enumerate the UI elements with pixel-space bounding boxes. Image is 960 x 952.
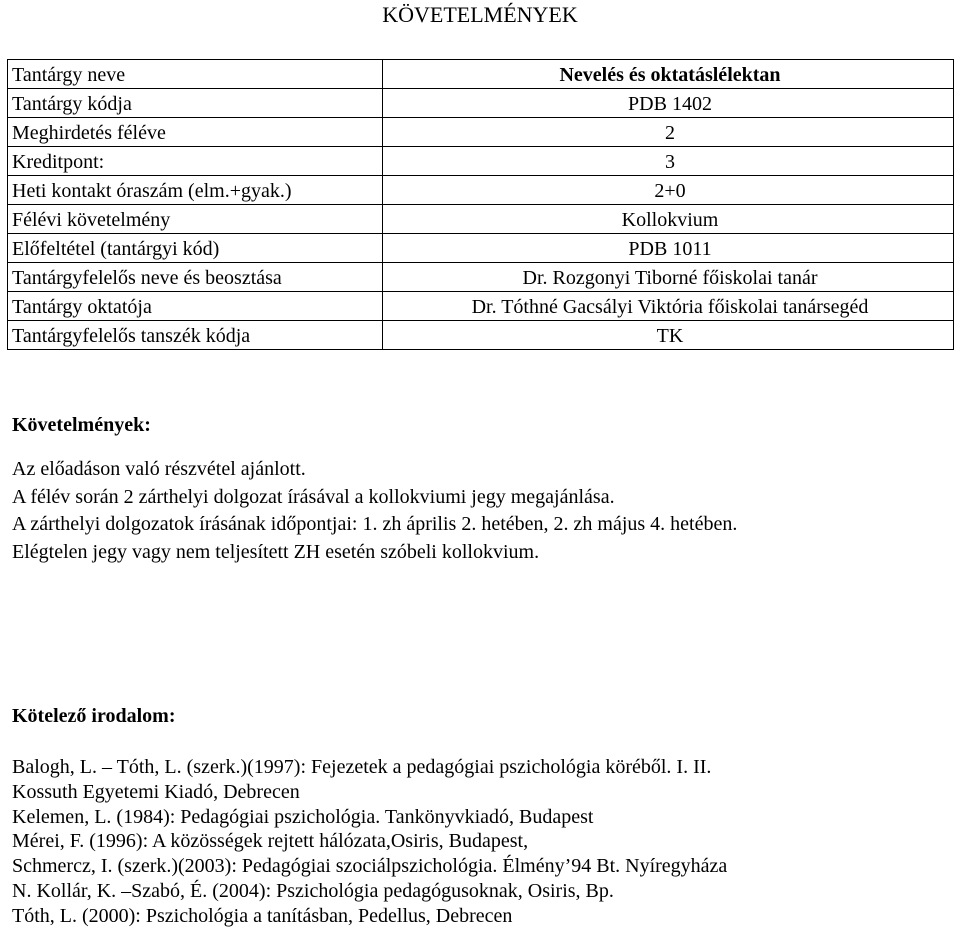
info-row: [8, 321, 954, 350]
info-value: PDB 1402: [383, 89, 954, 118]
info-value: PDB 1011: [383, 234, 954, 263]
requirements-line: A zárthelyi dolgozatok írásának időpontjai: 1. zh április 2. hetében, 2. zh május 4. hetében.: [12, 513, 738, 535]
info-label: Kreditpont:: [8, 147, 383, 176]
info-value: Dr. Rozgonyi Tiborné főiskolai tanár: [383, 263, 954, 292]
info-label: Félévi követelmény: [8, 205, 383, 234]
literature-line: Kossuth Egyetemi Kiadó, Debrecen: [12, 780, 300, 803]
info-row: [8, 292, 954, 321]
info-label: Tantárgy oktatója: [8, 292, 383, 321]
page-title: KÖVETELMÉNYEK: [382, 2, 578, 27]
literature-line: Balogh, L. – Tóth, L. (szerk.)(1997): Fejezetek a pedagógiai pszichológia köréből. I. II.: [12, 756, 712, 778]
info-row: [8, 60, 954, 89]
info-label: Tantárgyfelelős tanszék kódja: [8, 321, 383, 350]
literature-line: N. Kollár, K. –Szabó, É. (2004): Pszichológia pedagógusoknak, Osiris, Bp.: [12, 879, 614, 902]
literature-line: Mérei, F. (1996): A közösségek rejtett hálózata,Osiris, Budapest,: [12, 830, 529, 853]
requirements-list: [12, 456, 737, 566]
info-value: Kollokvium: [383, 205, 954, 234]
info-value: Dr. Tóthné Gacsályi Viktória főiskolai tanársegéd: [383, 292, 954, 321]
info-value: Nevelés és oktatáslélektan: [383, 60, 954, 89]
info-row: [8, 89, 954, 118]
info-row: [8, 118, 954, 147]
literature-list: [12, 755, 727, 929]
info-label: Heti kontakt óraszám (elm.+gyak.): [8, 176, 383, 205]
requirements-heading: Követelmények:: [12, 414, 151, 436]
info-value: 3: [383, 147, 954, 176]
requirements-line: A félév során 2 zárthelyi dolgozat írásával a kollokviumi jegy megajánlása.: [12, 485, 615, 508]
literature-line: Schmercz, I. (szerk.)(2003): Pedagógiai szociálpszichológia. Élmény’94 Bt. Nyíregyháza: [12, 855, 728, 878]
info-label: Előfeltétel (tantárgyi kód): [8, 234, 383, 263]
literature-line: Tóth, L. (2000): Pszichológia a tanításban, Pedellus, Debrecen: [12, 904, 513, 927]
literature-heading: Kötelező irodalom:: [12, 705, 176, 727]
info-label: Tantárgy neve: [8, 60, 383, 89]
info-row: [8, 263, 954, 292]
info-row: [8, 147, 954, 176]
info-label: Tantárgy kódja: [8, 89, 383, 118]
info-value: TK: [383, 321, 954, 350]
info-label: Tantárgyfelelős neve és beosztása: [8, 263, 383, 292]
info-value: 2: [383, 118, 954, 147]
requirements-line: Elégtelen jegy vagy nem teljesített ZH esetén szóbeli kollokvium.: [12, 540, 540, 563]
literature-line: Kelemen, L. (1984): Pedagógiai pszichológia. Tankönyvkiadó, Budapest: [12, 805, 594, 828]
info-row: [8, 234, 954, 263]
info-label: Meghirdetés féléve: [8, 118, 383, 147]
info-row: [8, 205, 954, 234]
info-row: [8, 176, 954, 205]
info-value: 2+0: [383, 176, 954, 205]
requirements-line: Az előadáson való részvétel ajánlott.: [12, 458, 306, 480]
course-info-table: [7, 59, 954, 350]
